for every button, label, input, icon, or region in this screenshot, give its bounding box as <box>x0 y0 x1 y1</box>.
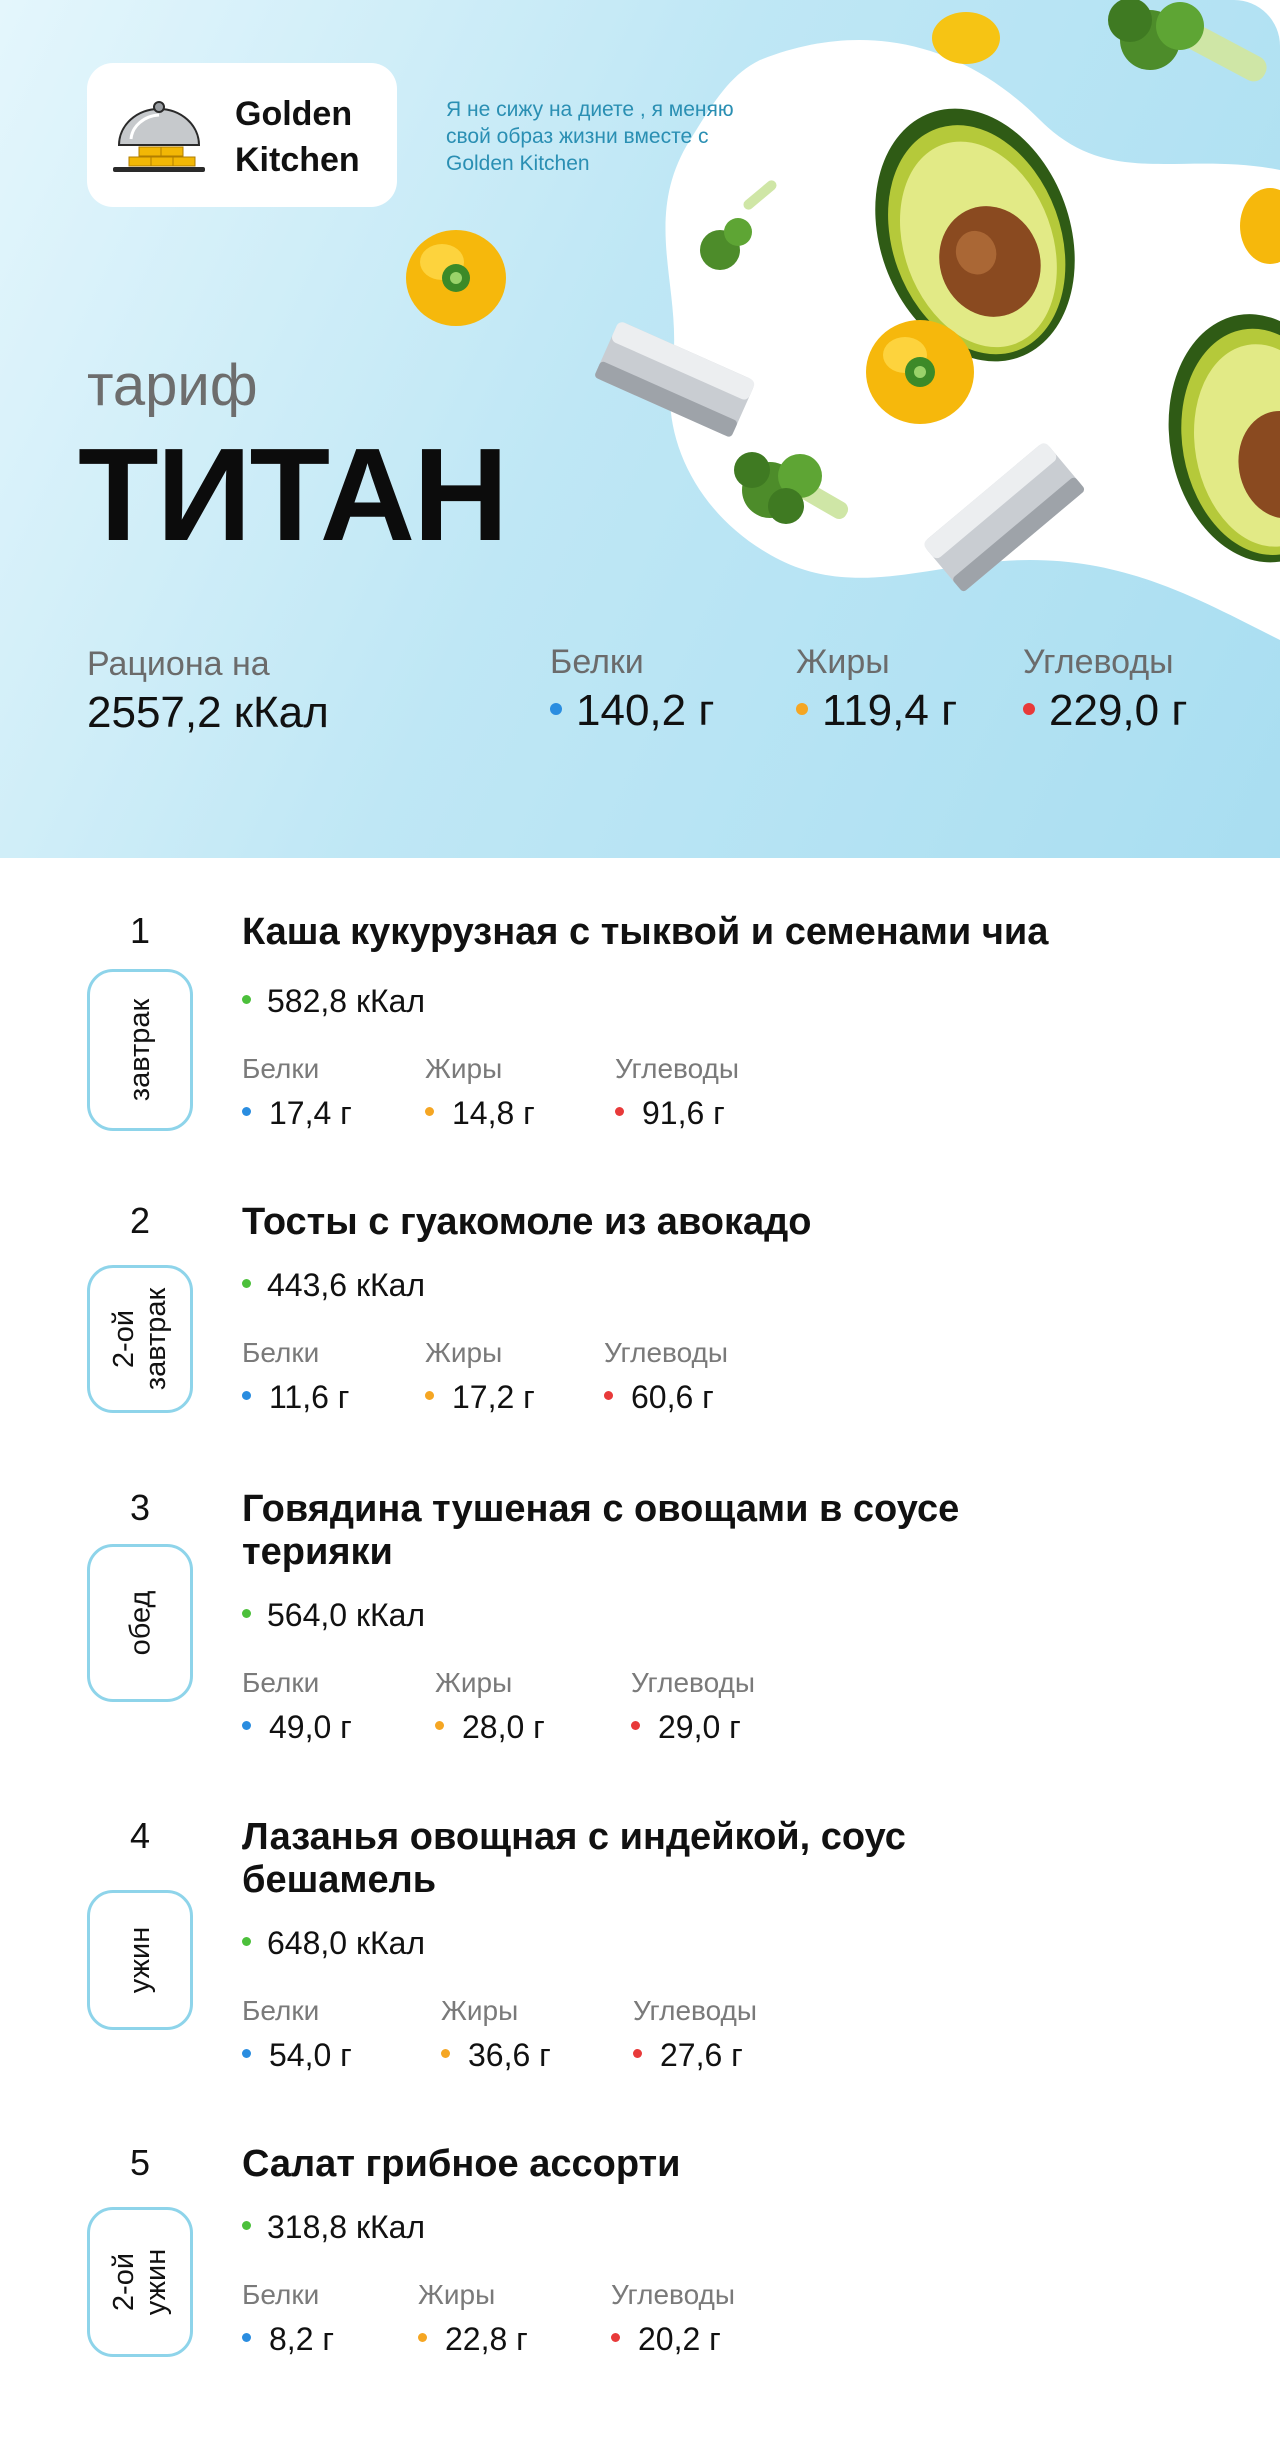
meal-number: 3 <box>129 1487 151 1528</box>
meal-fats <box>418 2321 528 2358</box>
meal-proteins-label: Белки <box>242 1995 320 2026</box>
carbs-dot <box>604 1391 613 1400</box>
meal-card <box>0 1810 1280 2073</box>
carbs-label: Углеводы <box>1023 643 1174 681</box>
meal-number: 5 <box>129 2142 151 2183</box>
meal-proteins-value: 49,0 г <box>269 1709 352 1745</box>
meal-type-label: завтрак <box>124 998 157 1102</box>
bell-pepper-icon <box>406 230 506 326</box>
meal-kcal <box>242 2209 425 2246</box>
meal-proteins-label: Белки <box>242 1667 320 1698</box>
kcal-dot <box>242 1279 251 1288</box>
hero-banner <box>0 0 1280 858</box>
tariff-label: тариф <box>87 353 258 418</box>
meal-fats-value: 14,8 г <box>452 1095 535 1131</box>
broccoli-icon <box>700 178 779 270</box>
meal-fats-label: Жиры <box>418 2279 496 2310</box>
meal-carbs-value: 27,6 г <box>660 2037 743 2073</box>
kcal-dot <box>242 1609 251 1618</box>
meal-carbs-value: 91,6 г <box>642 1095 725 1131</box>
ration-value: 2557,2 кКал <box>87 688 329 737</box>
brand-name <box>235 91 360 183</box>
fats-dot <box>435 1721 444 1730</box>
proteins-dot <box>242 1107 251 1116</box>
meal-type-label: 2-ой ужин <box>107 2248 172 2316</box>
meal-type-label: 2-ой завтрак <box>108 1287 173 1391</box>
bell-pepper-icon <box>866 320 974 424</box>
meal-card <box>0 2137 1280 2397</box>
meal-proteins <box>242 2321 334 2358</box>
fats-dot <box>418 2333 427 2342</box>
proteins-dot <box>242 1721 251 1730</box>
kcal-dot <box>242 995 251 1004</box>
broccoli-icon <box>734 452 851 524</box>
meal-card <box>0 1195 1280 1425</box>
meal-kcal-value: 443,6 кКал <box>267 1267 426 1303</box>
meal-number: 1 <box>129 910 151 951</box>
meal-proteins-label: Белки <box>242 2279 320 2310</box>
brand-name-line1: Golden <box>235 95 353 133</box>
meal-type-tag <box>87 2207 193 2357</box>
meal-carbs-label: Углеводы <box>615 1053 740 1084</box>
meal-fats-label: Жиры <box>435 1667 513 1698</box>
meal-proteins-value: 11,6 г <box>269 1379 350 1415</box>
bell-pepper-icon <box>932 12 1000 64</box>
meal-kcal <box>242 983 425 1020</box>
meal-carbs-value: 20,2 г <box>638 2321 721 2357</box>
meal-fats-label: Жиры <box>441 1995 519 2026</box>
meal-fats <box>435 1709 545 1746</box>
meal-number: 2 <box>129 1200 151 1241</box>
proteins-label: Белки <box>550 643 644 681</box>
meal-carbs <box>615 1095 725 1132</box>
meal-fats <box>425 1379 535 1416</box>
carbs-dot <box>611 2333 620 2342</box>
meal-proteins-label: Белки <box>242 1337 320 1368</box>
meal-kcal-value: 582,8 кКал <box>267 983 426 1019</box>
fats-dot <box>796 703 808 715</box>
meal-proteins <box>242 2037 352 2074</box>
meal-proteins-label: Белки <box>242 1053 320 1084</box>
carbs-dot <box>631 1721 640 1730</box>
proteins-dot <box>242 2049 251 2058</box>
proteins-total <box>550 686 714 736</box>
brand-slogan: Я не сижу на диете , я меняю свой образ жизни вместе с Golden Kitchen <box>446 98 734 175</box>
meal-carbs-label: Углеводы <box>611 2279 736 2310</box>
broccoli-icon <box>1108 0 1271 86</box>
ration-label: Рациона на <box>87 645 270 683</box>
meal-fats-value: 36,6 г <box>468 2037 551 2073</box>
meal-kcal <box>242 1925 425 1962</box>
meal-card <box>0 1482 1280 1745</box>
meal-fats-value: 22,8 г <box>445 2321 528 2357</box>
fats-value: 119,4 г <box>822 686 958 735</box>
meal-title: Лазанья овощная с индейкой, соус бешамель <box>242 1816 906 1901</box>
cloche-gold-bars-icon <box>109 87 209 183</box>
meal-kcal-value: 564,0 кКал <box>267 1597 426 1633</box>
meal-kcal-value: 318,8 кКал <box>267 2209 426 2245</box>
kcal-dot <box>242 1937 251 1946</box>
brand-name-line2: Kitchen <box>235 141 360 179</box>
proteins-dot <box>242 2333 251 2342</box>
silver-bar-icon <box>594 320 756 438</box>
carbs-total <box>1023 686 1187 736</box>
avocado-icon <box>1150 300 1280 577</box>
meal-fats-label: Жиры <box>425 1337 503 1368</box>
meal-type-tag <box>87 1890 193 2030</box>
meal-type-label: ужин <box>123 1926 156 1994</box>
meal-title: Каша кукурузная с тыквой и семенами чиа <box>242 911 1049 953</box>
proteins-value: 140,2 г <box>576 686 715 735</box>
meal-title: Говядина тушеная с овощами в соусе терияки <box>242 1488 960 1573</box>
meal-kcal <box>242 1267 425 1304</box>
proteins-dot <box>242 1391 251 1400</box>
meal-carbs <box>631 1709 741 1746</box>
meal-number: 4 <box>129 1815 151 1856</box>
meal-fats <box>425 1095 535 1132</box>
carbs-value: 229,0 г <box>1049 686 1188 735</box>
meal-fats-label: Жиры <box>425 1053 503 1084</box>
meal-type-tag <box>87 1544 193 1702</box>
meal-kcal-value: 648,0 кКал <box>267 1925 426 1961</box>
meal-proteins <box>242 1709 352 1746</box>
meal-carbs-value: 60,6 г <box>631 1379 714 1415</box>
meal-proteins-value: 17,4 г <box>269 1095 352 1131</box>
fats-label: Жиры <box>796 643 890 681</box>
silver-bar-icon <box>922 441 1086 593</box>
carbs-dot <box>633 2049 642 2058</box>
fats-total <box>796 686 957 736</box>
meal-fats <box>441 2037 551 2074</box>
meal-fats-value: 17,2 г <box>452 1379 535 1415</box>
meal-fats-value: 28,0 г <box>462 1709 545 1745</box>
carbs-dot <box>1023 703 1035 715</box>
meal-carbs-value: 29,0 г <box>658 1709 741 1745</box>
meal-title: Салат грибное ассорти <box>242 2143 681 2185</box>
logo-card[interactable] <box>87 63 397 207</box>
meal-proteins <box>242 1095 352 1132</box>
meal-type-label: обед <box>123 1590 156 1656</box>
kcal-dot <box>242 2221 251 2230</box>
fats-dot <box>425 1107 434 1116</box>
meal-carbs <box>604 1379 714 1416</box>
meal-carbs <box>611 2321 721 2358</box>
fats-dot <box>441 2049 450 2058</box>
meal-title: Тосты с гуакомоле из авокадо <box>242 1201 812 1243</box>
bell-pepper-icon <box>1240 188 1280 264</box>
meal-carbs <box>633 2037 743 2074</box>
meal-type-tag <box>87 969 193 1131</box>
meal-carbs-label: Углеводы <box>633 1995 758 2026</box>
meal-proteins-value: 8,2 г <box>269 2321 335 2357</box>
meal-proteins <box>242 1379 349 1416</box>
tariff-name: ТИТАН <box>78 421 507 568</box>
meal-card <box>0 905 1280 1135</box>
proteins-dot <box>550 703 562 715</box>
meal-proteins-value: 54,0 г <box>269 2037 352 2073</box>
meal-kcal <box>242 1597 425 1634</box>
meal-type-tag <box>87 1265 193 1413</box>
fats-dot <box>425 1391 434 1400</box>
carbs-dot <box>615 1107 624 1116</box>
meal-carbs-label: Углеводы <box>604 1337 729 1368</box>
meal-carbs-label: Углеводы <box>631 1667 756 1698</box>
